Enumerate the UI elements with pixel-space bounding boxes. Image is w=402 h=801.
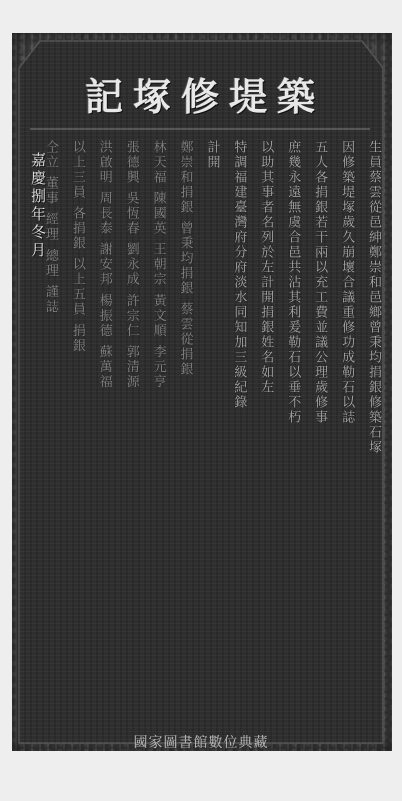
title-char: 塚 bbox=[132, 74, 171, 119]
title-char: 堤 bbox=[229, 74, 268, 119]
inscription-column: 林天福 陳國英 王朝宗 黃文順 李元亨 bbox=[150, 140, 166, 390]
inscription-column: 庶幾永遠無虞合邑共沾其利爰勒石以垂不朽 bbox=[285, 140, 301, 425]
inscription-column: 五人各捐銀若干兩以充工費並議公理歲修事 bbox=[312, 140, 328, 425]
inscription-column: 因修築堤塚歲久崩壞合議重修功成勒石以誌 bbox=[339, 140, 355, 425]
inscription-column: 以上三員 各捐銀 以上五員 捐銀 bbox=[69, 140, 85, 354]
title-char: 修 bbox=[180, 74, 219, 119]
inscription-column: 張德興 吳恆春 劉永成 許宗仁 郭清源 bbox=[123, 140, 139, 390]
library-watermark: 國家圖書館數位典藏 bbox=[133, 735, 269, 751]
date-inscription: 嘉慶捌年冬月 bbox=[29, 152, 47, 260]
stele-title bbox=[40, 72, 360, 122]
inscription-column: 仝立 董事 經理 總理 謹誌 bbox=[42, 140, 58, 315]
inscription-column: 特調福建臺灣府分府淡水同知加三級紀錄 bbox=[231, 140, 247, 410]
inscription-column: 計開 bbox=[204, 140, 220, 170]
title-divider bbox=[30, 128, 370, 130]
inscription-body bbox=[30, 140, 380, 710]
inscription-column: 洪啟明 周長泰 謝安邦 楊振德 蘇萬福 bbox=[96, 140, 112, 390]
inscription-column: 以助其事者名列於左計開捐銀姓名如左 bbox=[258, 140, 274, 395]
inscription-column: 鄭崇和捐銀 曾秉均捐銀 蔡雲從捐銀 bbox=[177, 140, 193, 378]
inscription-column: 生員蔡雲從邑紳鄭崇和邑鄉曾秉均捐銀修築石塚 bbox=[365, 140, 381, 455]
title-char: 築 bbox=[277, 74, 316, 119]
title-char: 記 bbox=[84, 74, 123, 119]
